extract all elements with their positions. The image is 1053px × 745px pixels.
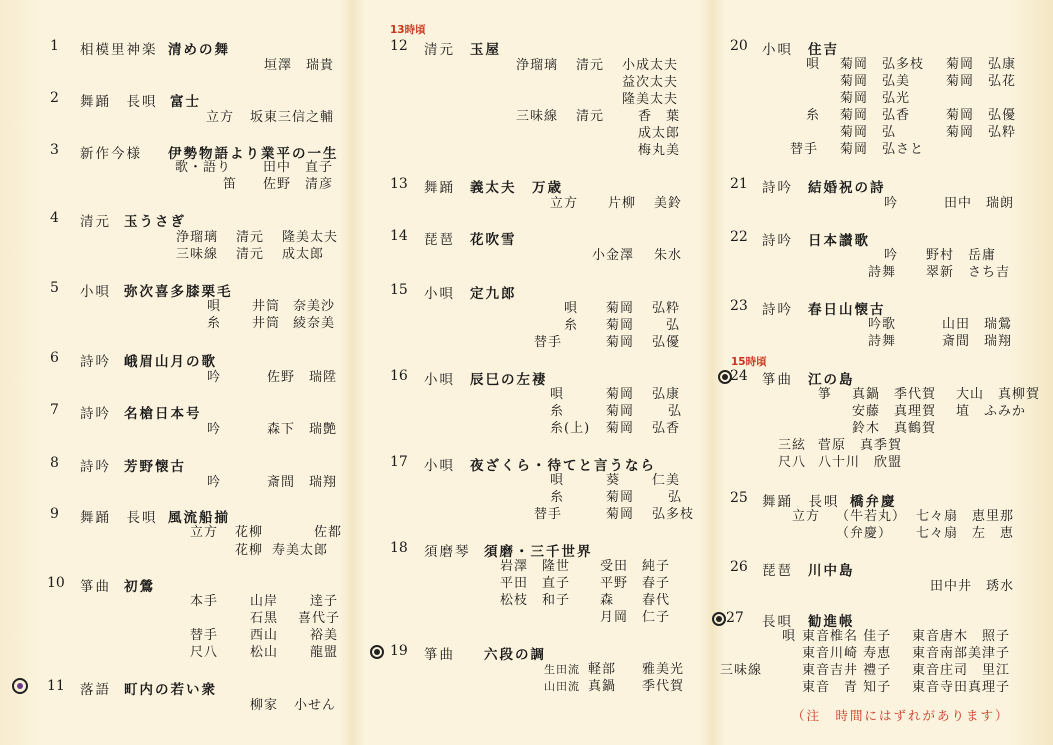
performer-role: 笛	[223, 177, 238, 192]
performer: 垣澤 瑞貴	[264, 58, 335, 73]
performer-school: 片柳	[608, 196, 637, 211]
performer-school: 清元	[576, 109, 605, 124]
performer-school: 菊岡	[606, 507, 635, 522]
time-label-15: 15時頃	[731, 356, 767, 368]
item-title: 結婚祝の詩	[808, 180, 886, 196]
item-genre: 舞踊	[424, 180, 455, 196]
performer-role: 三味線	[720, 663, 763, 678]
performer-role: 唄	[550, 387, 565, 402]
performer-school: 菊岡	[606, 318, 635, 333]
performer: 大山 真柳賀	[956, 387, 1041, 402]
item-genre: 詩吟	[762, 180, 793, 196]
performer: 奈美沙	[293, 299, 336, 314]
performer: 裕美	[310, 628, 339, 643]
performer-school: 菊岡	[606, 301, 635, 316]
performer: 隆美太夫	[282, 230, 339, 245]
column-3	[720, 0, 1053, 745]
performer-role: 尺八	[190, 645, 219, 660]
performer: 弘	[668, 404, 683, 419]
item-genre: 清元	[424, 42, 455, 58]
performer-role: 糸	[564, 318, 579, 333]
item-number: 24	[730, 368, 748, 384]
performer: 逹子	[310, 594, 339, 609]
performer: 菊岡 弘美	[840, 74, 911, 89]
performer: 東音寺田真理子	[912, 680, 1011, 695]
performer-school: 松山	[250, 645, 279, 660]
performer: 松枝 和子	[500, 593, 571, 608]
item-title: 町内の若い衆	[124, 682, 217, 698]
performer: 菊岡 弘優	[946, 108, 1017, 123]
performer-school: 軽部	[588, 662, 617, 677]
item-title: 伊勢物語より業平の一生	[168, 146, 339, 162]
timing-note: （注 時間にはずれがあります）	[792, 708, 1010, 723]
item-title: 風流船揃	[168, 510, 230, 526]
performer: 田中 直子	[263, 160, 334, 175]
item-title: 花吹雪	[470, 232, 517, 248]
performer: 菊岡 弘香	[840, 108, 911, 123]
item-genre: 箏曲	[80, 579, 111, 595]
performer: 綾奈美	[293, 316, 336, 331]
item-genre: 舞踊 長唄	[80, 510, 158, 526]
item-genre: 新作今様	[80, 146, 142, 162]
performer-role: 箏	[818, 387, 833, 402]
performer: 田中 瑞朗	[944, 196, 1015, 211]
performer-role: 唄	[207, 299, 222, 314]
item-title: 日本讃歌	[808, 233, 870, 249]
performer: 雅美光	[642, 662, 685, 677]
performer: 仁美	[652, 473, 681, 488]
item-title: 江の島	[808, 372, 855, 388]
performer: 季代賀	[642, 679, 685, 694]
performer-school: 山田流	[544, 680, 580, 693]
performer-role: 糸	[550, 490, 565, 505]
column-2	[360, 0, 700, 745]
performer: 菊岡 弘さと	[840, 142, 925, 157]
performer-role: 立方	[792, 509, 821, 524]
performer-school: 菊岡	[606, 421, 635, 436]
item-title: 住吉	[808, 42, 839, 58]
performer-role: 糸	[207, 316, 222, 331]
performer: 七々扇 恵里那	[916, 509, 1015, 524]
performer-role: 本手	[190, 594, 219, 609]
performer-role: 詩舞	[868, 265, 897, 280]
item-number: 25	[730, 490, 748, 506]
performer: 益次太夫	[622, 75, 679, 90]
performer: 月岡 仁子	[600, 610, 671, 625]
performer-role: 唄	[806, 57, 821, 72]
item-genre: 小唄	[762, 42, 793, 58]
item-number: 13	[390, 176, 408, 192]
item-title: 富士	[170, 94, 201, 110]
performer: 東音川崎 寿恵	[802, 646, 892, 661]
performer-role: 浄瑠璃	[516, 58, 559, 73]
performer: 斎間 瑞翔	[942, 334, 1013, 349]
performer: 東音南部美津子	[912, 646, 1011, 661]
performer-school: 菊岡	[606, 335, 635, 350]
performer-school: 清元	[236, 230, 265, 245]
performer-school: 葵	[606, 473, 621, 488]
performer-role: 浄瑠璃	[176, 230, 219, 245]
performer-role: 唄	[550, 473, 565, 488]
performer-role: 吟	[207, 370, 222, 385]
performer: 坂東三信之輔	[250, 110, 335, 125]
item-title: 弥次喜多膝栗毛	[124, 284, 233, 300]
performer: 鈴木 真鶴賀	[852, 421, 937, 436]
performer-role: 唄	[564, 301, 579, 316]
performer-school: 菊岡	[606, 404, 635, 419]
performer-role: 糸	[550, 404, 565, 419]
item-number: 20	[730, 38, 748, 54]
performer: 龍盟	[310, 645, 339, 660]
item-title: 玉うさぎ	[124, 214, 186, 230]
item-number: 14	[390, 228, 408, 244]
item-number: 1	[50, 38, 59, 54]
performer-school: 西山	[250, 628, 279, 643]
item-title: 初鶯	[124, 579, 155, 595]
performer: 菊岡 弘	[840, 125, 897, 140]
performer-school: 清元	[236, 247, 265, 262]
performer: 成太郎	[638, 126, 681, 141]
performer: 菊岡 弘粋	[946, 125, 1017, 140]
item-number: 3	[50, 142, 59, 158]
performer-role: 吟	[207, 475, 222, 490]
performer-role: 三味線	[516, 109, 559, 124]
performer-role: 詩舞	[868, 334, 897, 349]
item-genre: 小唄	[424, 458, 455, 474]
item-title: 名槍日本号	[124, 406, 202, 422]
performer: 菊岡 弘多枝	[840, 57, 925, 72]
performer-role: 唄	[782, 629, 797, 644]
performer-role: 三絃	[778, 438, 807, 453]
item-genre: 琵琶	[762, 563, 793, 579]
item-genre: 琵琶	[424, 232, 455, 248]
performer-school: 菊岡	[606, 490, 635, 505]
performer: 朱水	[654, 248, 683, 263]
performer-school: 佐野	[267, 370, 296, 385]
performer: 佐野 清彦	[263, 177, 334, 192]
item-title: 峨眉山月の歌	[124, 354, 217, 370]
item-number: 11	[47, 678, 65, 694]
performer-school: 石黒	[250, 611, 279, 626]
item-title: 定九郎	[470, 286, 517, 302]
performer: 山田 瑞鶯	[942, 317, 1013, 332]
performer: 喜代子	[298, 611, 341, 626]
performer-school: 生田流	[544, 663, 580, 676]
performer-role: 吟	[884, 196, 899, 211]
performer: 弘	[666, 318, 681, 333]
performer: 東音吉井 禮子	[802, 663, 892, 678]
item-number: 18	[390, 540, 408, 556]
performer-role: 糸	[806, 108, 821, 123]
item-genre: 詩吟	[80, 354, 111, 370]
item-genre: 清元	[80, 214, 111, 230]
performer-school: 井筒	[252, 316, 281, 331]
item-number: 19	[390, 643, 408, 659]
item-genre: 須磨琴	[424, 544, 471, 560]
double-circle-mark-icon	[712, 612, 726, 626]
performer: 弘康	[652, 387, 681, 402]
performer: 瑞艶	[309, 422, 338, 437]
time-label-13: 13時頃	[390, 24, 426, 36]
performer-school: 真鍋	[588, 679, 617, 694]
item-number: 7	[50, 402, 59, 418]
item-number: 8	[50, 455, 59, 471]
performer: 七々扇 左 恵	[916, 526, 1015, 541]
performer: 東音唐木 照子	[912, 629, 1011, 644]
performer: 田中井 琇水	[930, 579, 1015, 594]
item-genre: 落語	[80, 682, 111, 698]
item-number: 21	[730, 176, 748, 192]
performer: 東音庄司 里江	[912, 663, 1011, 678]
item-title: 辰巳の左褄	[470, 372, 548, 388]
item-genre: 詩吟	[762, 233, 793, 249]
performer: 弘優	[652, 335, 681, 350]
column-1	[0, 0, 350, 745]
performer: 弘	[668, 490, 683, 505]
item-genre: 相模里神楽	[80, 42, 158, 58]
performer: 香 葉	[638, 109, 681, 124]
item-number: 26	[730, 559, 748, 575]
performer-role: 吟	[884, 248, 899, 263]
performer-school: 花柳	[235, 525, 264, 540]
performer: 寿美太郎	[272, 543, 329, 558]
performer-role: 吟	[207, 422, 222, 437]
item-title: 清めの舞	[168, 42, 230, 58]
item-number: 9	[50, 506, 59, 522]
performer: 平田 直子	[500, 576, 571, 591]
item-number: 15	[390, 282, 408, 298]
performer-school: 花柳	[235, 543, 264, 558]
item-genre: 箏曲	[424, 647, 455, 663]
item-genre: 詩吟	[762, 302, 793, 318]
performer-role: 替手	[534, 507, 563, 522]
performer-role: 三味線	[176, 247, 219, 262]
performer: 岩澤 隆世	[500, 559, 571, 574]
item-number: 6	[50, 350, 59, 366]
item-number: 2	[50, 90, 59, 106]
item-number: 16	[390, 368, 408, 384]
performer: 翠新 さち吉	[926, 265, 1011, 280]
performer-school: 井筒	[252, 299, 281, 314]
performer: 瑞翔	[309, 475, 338, 490]
item-title: 六段の調	[484, 647, 546, 663]
performer: 瑞陞	[309, 370, 338, 385]
item-genre: 小唄	[424, 372, 455, 388]
item-title: 須磨・三千世界	[484, 544, 593, 560]
item-number: 10	[47, 575, 65, 591]
performer-role: 吟歌	[868, 317, 897, 332]
performer-role: 替手	[534, 335, 563, 350]
item-title: 夜ざくら・待てと言うなら	[470, 458, 656, 474]
item-genre: 箏曲	[762, 372, 793, 388]
item-genre: 小唄	[80, 284, 111, 300]
item-number: 22	[730, 229, 748, 245]
performer: 平野 春子	[600, 576, 671, 591]
item-number: 5	[50, 280, 59, 296]
performer-role: 歌・語り	[175, 160, 232, 175]
item-number: 17	[390, 454, 408, 470]
performer-role: 糸(上)	[550, 421, 591, 436]
performer-role: 尺八	[778, 455, 807, 470]
item-genre: 舞踊 長唄	[80, 94, 158, 110]
performer-school: 小金澤	[592, 248, 635, 263]
item-number: 27	[726, 610, 744, 626]
performer: 安藤 真理賀	[852, 404, 937, 419]
performer-role: （牛若丸）	[836, 509, 907, 524]
item-title: 川中島	[808, 563, 855, 579]
item-number: 12	[390, 38, 408, 54]
performer: 菅原 真季賀	[818, 438, 903, 453]
item-title: 玉屋	[470, 42, 501, 58]
performer-school: 山岸	[250, 594, 279, 609]
performer: 美鈴	[654, 196, 683, 211]
item-title: 芳野懐古	[124, 459, 186, 475]
performer: 佐都	[314, 525, 343, 540]
performer: 埴 ふみか	[956, 404, 1027, 419]
performer-role: 立方	[550, 196, 579, 211]
performer: 八十川 欣盟	[818, 455, 903, 470]
performer-school: 森下	[267, 422, 296, 437]
performer: 隆美太夫	[622, 92, 679, 107]
performer-role: 立方	[206, 110, 235, 125]
performer: 梅丸美	[638, 143, 681, 158]
item-number: 4	[50, 210, 59, 226]
performer-school: 柳家	[250, 698, 279, 713]
item-title: 勧進帳	[808, 614, 855, 630]
performer: 弘多枝	[652, 507, 695, 522]
performer: 成太郎	[282, 247, 325, 262]
performer: 小成太夫	[622, 58, 679, 73]
performer: 菊岡 弘康	[946, 57, 1017, 72]
performer: 弘粋	[652, 301, 681, 316]
performer: 菊岡 弘光	[840, 91, 911, 106]
performer: 真鍋 季代賀	[852, 387, 937, 402]
item-genre: 詩吟	[80, 406, 111, 422]
item-genre: 詩吟	[80, 459, 111, 475]
item-title: 橋弁慶	[850, 494, 897, 510]
item-title: 春日山懐古	[808, 302, 886, 318]
item-number: 23	[730, 298, 748, 314]
circle-mark-icon	[12, 678, 28, 694]
performer: 森 春代	[600, 593, 671, 608]
item-genre: 小唄	[424, 286, 455, 302]
performer-school: 菊岡	[606, 387, 635, 402]
performer: 弘香	[652, 421, 681, 436]
performer-role: 替手	[190, 628, 219, 643]
double-circle-mark-icon	[370, 645, 384, 659]
performer-role: 立方	[190, 525, 219, 540]
performer: 菊岡 弘花	[946, 74, 1017, 89]
item-title: 義太夫 万歳	[470, 180, 563, 196]
performer: 受田 純子	[600, 559, 671, 574]
performer-school: 斎間	[267, 475, 296, 490]
performer-role: （弁慶）	[836, 526, 893, 541]
performer-role: 替手	[790, 142, 819, 157]
performer: 東音椎名 佳子	[802, 629, 892, 644]
performer: 小せん	[294, 698, 337, 713]
performer: 東音 青 知子	[802, 680, 892, 695]
performer: 野村 岳庸	[926, 248, 997, 263]
item-genre: 舞踊 長唄	[762, 494, 840, 510]
item-genre: 長唄	[762, 614, 793, 630]
performer-school: 清元	[576, 58, 605, 73]
